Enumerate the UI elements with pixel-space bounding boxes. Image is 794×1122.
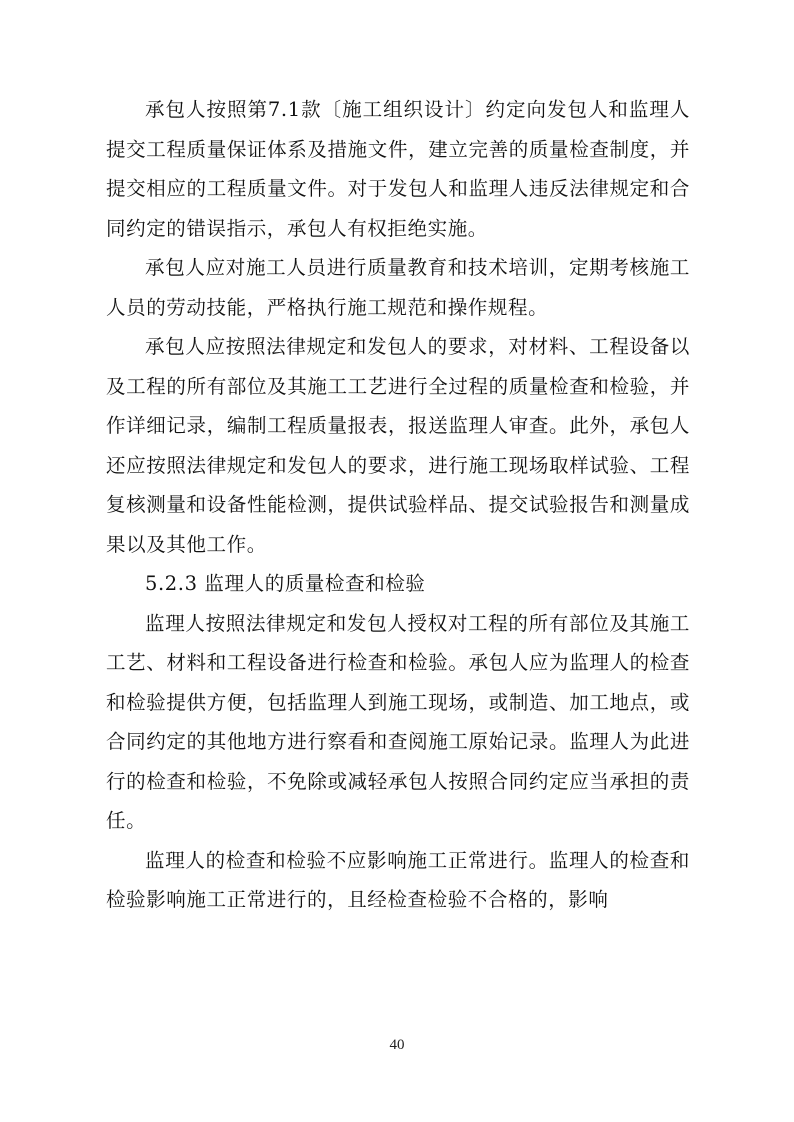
paragraph-training: 承包人应对施工人员进行质量教育和技术培训，定期考核施工人员的劳动技能，严格执行施工规范和操作规程。 — [106, 256, 690, 319]
paragraph-inspection: 承包人应按照法律规定和发包人的要求，对材料、工程设备以及工程的所有部位及其施工工艺进行全过程的质量检查和检验，并作详细记录，编制工程质量报表，报送监理人审查。此外，承包人还应按照法律规定和发包人的要求，进行施工现场取样试验、工程复核测量和设备性能检测，提供试验样品、提交试验报告和测量成果以及其他工作。 — [106, 335, 690, 556]
document-body — [106, 90, 690, 920]
paragraph-inspection-impact: 监理人的检查和检验不应影响施工正常进行。监理人的检查和检验影响施工正常进行的，且经检查检验不合格的，影响 — [106, 848, 690, 911]
section-heading: 5.2.3 监理人的质量检查和检验 — [145, 572, 426, 595]
paragraph-quality-system: 承包人按照第7.1款〔施工组织设计〕约定向发包人和监理人提交工程质量保证体系及措施文件，建立完善的质量检查制度，并提交相应的工程质量文件。对于发包人和监理人违反法律规定和合同约定的错误指示，承包人有权拒绝实施。 — [106, 98, 690, 240]
paragraph-supervisor-inspection: 监理人按照法律规定和发包人授权对工程的所有部位及其施工工艺、材料和工程设备进行检查和检验。承包人应为监理人的检查和检验提供方便，包括监理人到施工现场，或制造、加工地点，或合同约定的其他地方进行察看和查阅施工原始记录。监理人为此进行的检查和检验，不免除或减轻承包人按照合同约定应当承担的责任。 — [106, 611, 690, 832]
page-number: 40 — [389, 1037, 405, 1053]
